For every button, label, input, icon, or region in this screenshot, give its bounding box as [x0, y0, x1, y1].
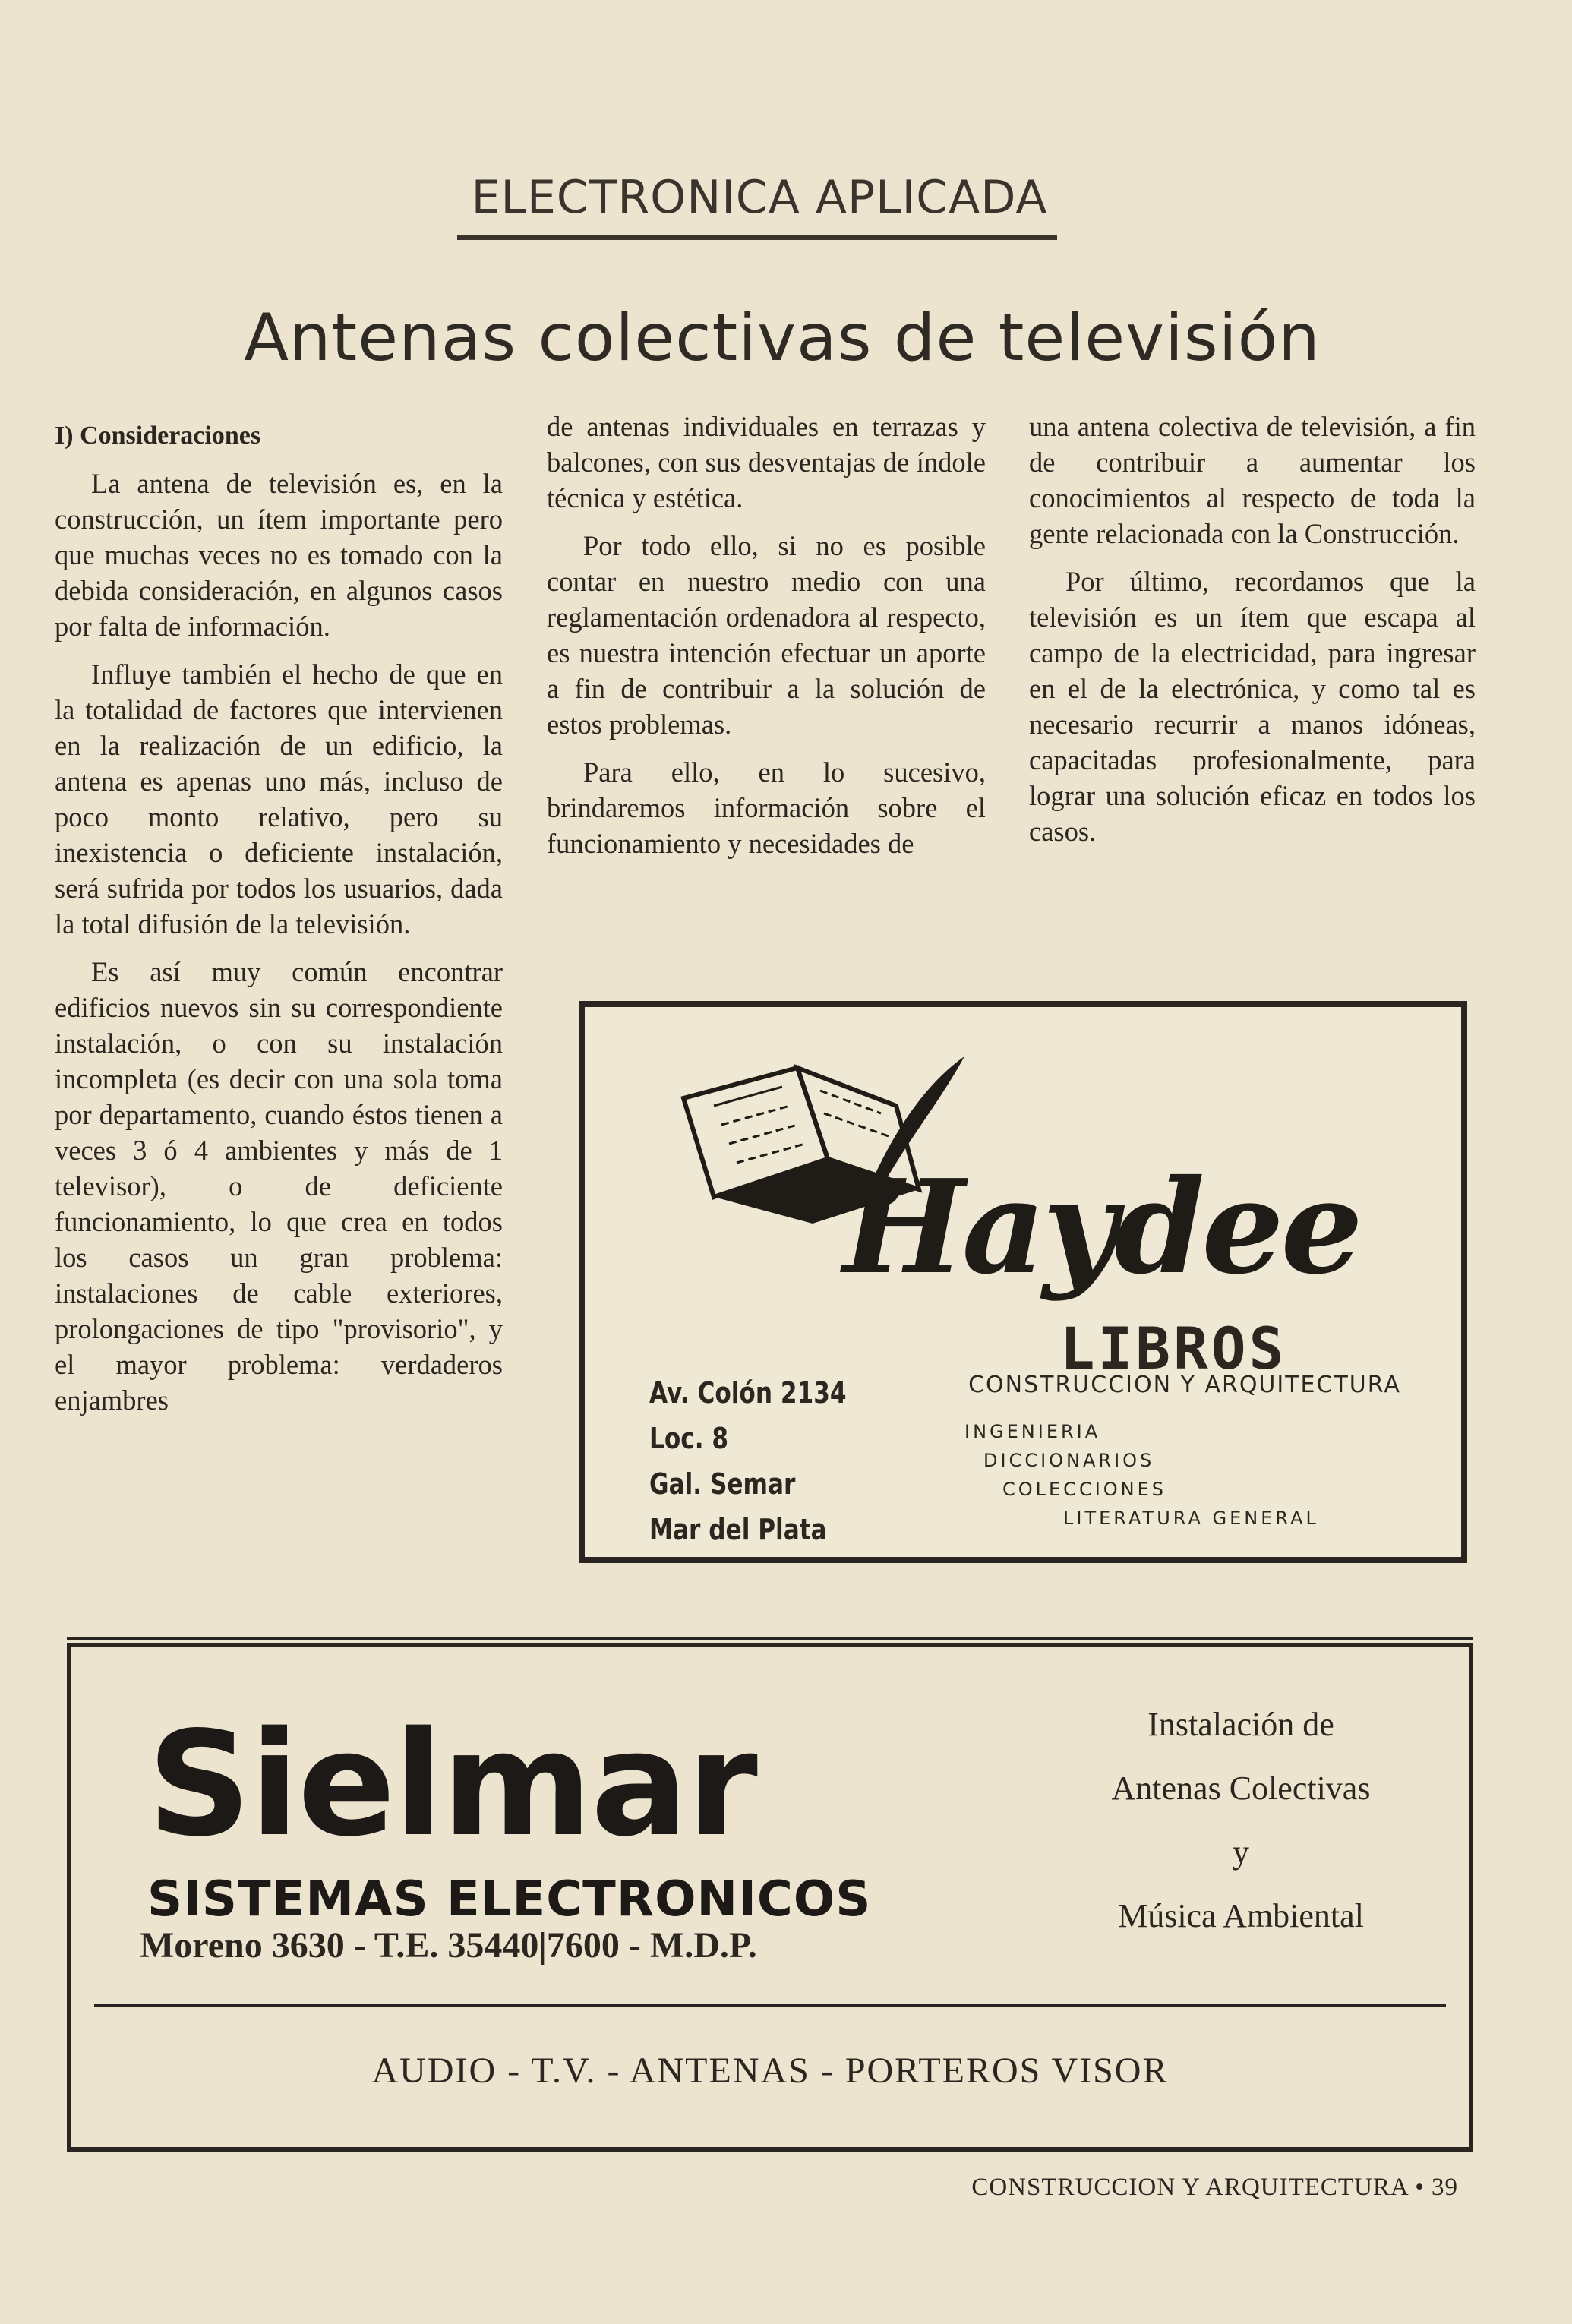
- ad-top-rule: [67, 1637, 1473, 1640]
- service-line: Antenas Colectivas: [1111, 1770, 1371, 1807]
- address-line: Av. Colón 2134: [649, 1376, 847, 1410]
- haydee-address: [649, 1370, 847, 1552]
- subheading: I) Consideraciones: [55, 422, 261, 450]
- libros-heading: LIBROS: [1059, 1315, 1287, 1382]
- paragraph: La antena de televisión es, en la construcción, un ítem importante pero que muchas veces no es tomado con la debida consideración, en algunos casos por falta de información.: [55, 468, 503, 642]
- paragraph: Por todo ello, si no es posible contar en nuestro medio con una reglamentación ordenadora al respecto, es nuestra intención efectuar un aporte a fin de contribuir a la solución de estos problemas.: [547, 530, 986, 740]
- article-column-1: [55, 418, 503, 1418]
- paragraph: Por último, recordamos que la televisión es un ítem que escapa al campo de la electricidad, para ingresar en el de la electrónica, y como tal es necesario recurrir a manos idóneas, capacitadas profesionalmente, para lograr una solución eficaz en todos los casos.: [1029, 566, 1476, 847]
- sielmar-services: [1028, 1693, 1454, 1948]
- article-title: Antenas colectivas de televisión: [244, 300, 1321, 376]
- address-line: Mar del Plata: [649, 1513, 827, 1546]
- service-line: Instalación de: [1147, 1706, 1334, 1743]
- sielmar-address: Moreno 3630 - T.E. 35440|7600 - M.D.P.: [140, 1925, 757, 1966]
- paragraph: Influye también el hecho de que en la totalidad de factores que intervienen en la realización de un edificio, la antena es apenas uno más, incluso de poco monto relativo, pero su inexistencia o deficiente instalación, será sufrida por todos los usuarios, dada la total difusión de la televisión.: [55, 658, 503, 939]
- haydee-logo: Haydee: [843, 1151, 1360, 1303]
- category-item: INGENIERIA: [964, 1421, 1101, 1442]
- article-column-2: [547, 409, 986, 861]
- haydee-categories: [942, 1417, 1428, 1533]
- paragraph: una antena colectiva de televisión, a fin de contribuir a aumentar los conocimientos al respecto de toda la gente relacionada con la Construcción.: [1029, 411, 1476, 549]
- sielmar-advertisement: [67, 1643, 1473, 2152]
- address-line: Gal. Semar: [649, 1467, 796, 1501]
- sielmar-product-list: AUDIO - T.V. - ANTENAS - PORTEROS VISOR: [371, 2051, 1169, 2091]
- section-rule: [457, 235, 1057, 240]
- article-column-3: [1029, 409, 1476, 849]
- section-title: ELECTRONICA APLICADA: [471, 171, 1048, 224]
- page-footer: CONSTRUCCION Y ARQUITECTURA • 39: [971, 2174, 1458, 2201]
- paragraph: Para ello, en lo sucesivo, brindaremos información sobre el funcionamiento y necesidades de: [547, 756, 986, 859]
- paragraph: de antenas individuales en terrazas y balcones, con sus desventajas de índole técnica y estética.: [547, 411, 986, 513]
- haydee-subtitle: CONSTRUCCION Y ARQUITECTURA: [968, 1372, 1401, 1398]
- ad-divider: [94, 2004, 1446, 2007]
- haydee-advertisement: [579, 1001, 1467, 1563]
- category-item: COLECCIONES: [1002, 1479, 1167, 1500]
- paragraph: Es así muy común encontrar edificios nuevos sin su correspondiente instalación, o con su instalación incompleta (es decir con una sola toma por departamento, cuando éstos tienen a veces 3 ó 4 ambientes y más de 1 televisor), o de deficiente funcionamiento, lo que crea en todos los casos un gran problema: instalaciones de cable exteriores, prolongaciones de tipo "provisorio", y el mayor problema: verdaderos enjambres: [55, 956, 503, 1416]
- sielmar-tagline: SISTEMAS ELECTRONICOS: [147, 1871, 872, 1928]
- sielmar-logo: Sielmar: [147, 1700, 756, 1868]
- service-line: Música Ambiental: [1118, 1897, 1364, 1934]
- address-line: Loc. 8: [649, 1422, 729, 1455]
- category-item: LITERATURA GENERAL: [1063, 1508, 1319, 1529]
- service-line: y: [1233, 1833, 1249, 1871]
- category-item: DICCIONARIOS: [983, 1450, 1155, 1471]
